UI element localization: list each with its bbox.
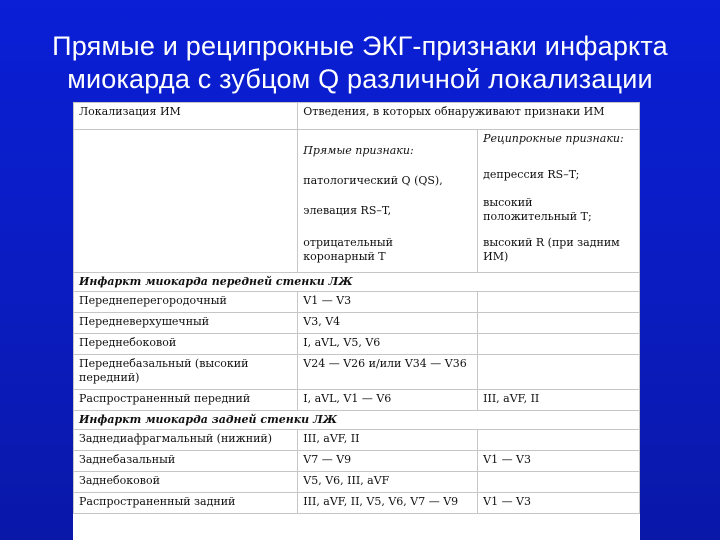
table-row xyxy=(74,451,640,472)
localization-cell: Заднедиафрагмальный (нижний) xyxy=(74,430,298,451)
table-row xyxy=(74,292,640,313)
section-anterior-title: Инфаркт миокарда передней стенки ЛЖ xyxy=(74,273,640,292)
direct-sign-3: отрицательный коронарный Т xyxy=(303,236,393,263)
direct-leads-cell: V5, V6, III, aVF xyxy=(298,472,478,493)
legend-empty-cell xyxy=(74,130,298,273)
table-row xyxy=(74,390,640,411)
localization-cell: Передневерхушечный xyxy=(74,313,298,334)
reciprocal-leads-cell xyxy=(478,355,640,390)
reciprocal-sign-3: высокий R (при задним ИМ) xyxy=(483,236,620,263)
direct-sign-1: патологический Q (QS), xyxy=(303,174,443,187)
localization-cell: Заднебазальный xyxy=(74,451,298,472)
direct-leads-cell: V7 — V9 xyxy=(298,451,478,472)
section-anterior-row xyxy=(74,273,640,292)
direct-signs-cell xyxy=(298,130,478,273)
reciprocal-sign-1: депрессия RS–T; xyxy=(483,168,580,181)
header-localization: Локализация ИМ xyxy=(74,103,298,130)
localization-cell: Заднебоковой xyxy=(74,472,298,493)
reciprocal-leads-cell xyxy=(478,472,640,493)
legend-row xyxy=(74,130,640,273)
reciprocal-leads-cell xyxy=(478,334,640,355)
direct-leads-cell: I, aVL, V1 — V6 xyxy=(298,390,478,411)
reciprocal-leads-cell xyxy=(478,430,640,451)
table-row xyxy=(74,493,640,514)
reciprocal-leads-cell: V1 — V3 xyxy=(478,493,640,514)
direct-signs-title: Прямые признаки: xyxy=(303,144,414,157)
table-row xyxy=(74,355,640,390)
section-posterior-title: Инфаркт миокарда задней стенки ЛЖ xyxy=(74,411,640,430)
table-header-row xyxy=(74,103,640,130)
ecg-criteria-table-container xyxy=(73,102,640,540)
direct-leads-cell: V24 — V26 и/или V34 — V36 xyxy=(298,355,478,390)
table-row xyxy=(74,334,640,355)
localization-cell: Распространенный передний xyxy=(74,390,298,411)
localization-cell: Распространенный задний xyxy=(74,493,298,514)
ecg-criteria-table xyxy=(73,102,640,514)
reciprocal-signs-cell xyxy=(478,130,640,273)
table-row xyxy=(74,472,640,493)
reciprocal-leads-cell: III, aVF, II xyxy=(478,390,640,411)
localization-cell: Переднеперегородочный xyxy=(74,292,298,313)
reciprocal-leads-cell xyxy=(478,313,640,334)
direct-leads-cell: III, aVF, II, V5, V6, V7 — V9 xyxy=(298,493,478,514)
reciprocal-leads-cell: V1 — V3 xyxy=(478,451,640,472)
direct-leads-cell: I, aVL, V5, V6 xyxy=(298,334,478,355)
slide-title-line-1: Прямые и реципрокные ЭКГ-признаки инфаркта xyxy=(52,31,668,61)
slide-title xyxy=(0,30,720,96)
direct-leads-cell: III, aVF, II xyxy=(298,430,478,451)
reciprocal-sign-2: высокий положительный Т; xyxy=(483,196,592,223)
reciprocal-leads-cell xyxy=(478,292,640,313)
reciprocal-signs-title: Реципрокные признаки: xyxy=(483,132,624,145)
direct-sign-2: элевация RS–T, xyxy=(303,204,392,217)
direct-leads-cell: V1 — V3 xyxy=(298,292,478,313)
header-leads: Отведения, в которых обнаруживают признаки ИМ xyxy=(298,103,640,130)
direct-leads-cell: V3, V4 xyxy=(298,313,478,334)
table-row xyxy=(74,430,640,451)
slide-title-line-2: миокарда с зубцом Q различной локализации xyxy=(67,64,653,94)
section-posterior-row xyxy=(74,411,640,430)
localization-cell: Переднебоковой xyxy=(74,334,298,355)
table-row xyxy=(74,313,640,334)
localization-cell: Переднебазальный (высокий передний) xyxy=(74,355,298,390)
